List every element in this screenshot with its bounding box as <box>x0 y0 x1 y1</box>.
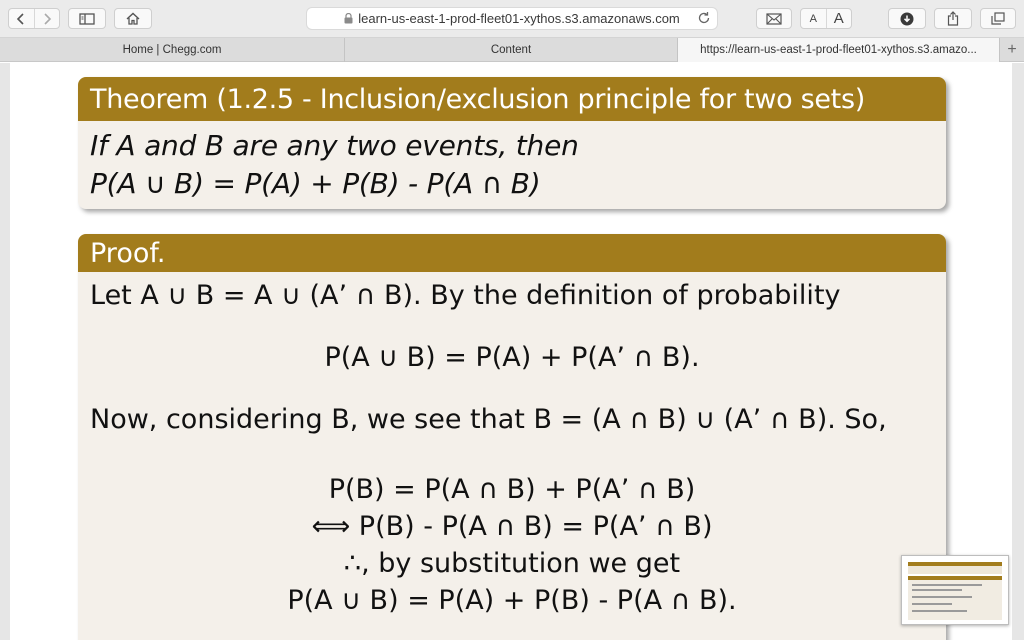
thumbnail-line <box>912 584 982 586</box>
chevron-left-icon <box>16 13 26 25</box>
tab-label: https://learn-us-east-1-prod-fleet01-xythos.s3.amazo... <box>700 44 977 56</box>
reload-icon[interactable] <box>697 11 711 25</box>
share-button[interactable] <box>934 8 972 29</box>
back-button[interactable] <box>9 9 34 28</box>
mail-button[interactable] <box>756 8 792 29</box>
thumbnail-line <box>912 596 972 598</box>
proof-block <box>78 234 946 640</box>
home-icon <box>126 12 140 25</box>
lock-icon <box>344 13 353 24</box>
chevron-right-icon <box>42 13 52 25</box>
thumbnail-body <box>908 580 1002 620</box>
address-bar[interactable] <box>306 7 718 30</box>
browser-toolbar <box>0 0 1024 38</box>
tab-bar <box>0 38 1024 62</box>
sidebar-button[interactable] <box>68 8 106 29</box>
proof-equation: ∴, by substitution we get <box>343 548 681 579</box>
proof-line: Let A ∪ B = A ∪ (A’ ∩ B). By the definition of probability <box>90 280 841 311</box>
downloads-button[interactable] <box>888 8 926 29</box>
url-text: learn-us-east-1-prod-fleet01-xythos.s3.amazonaws.com <box>358 11 680 26</box>
nav-buttons <box>8 8 60 29</box>
tab-active-document[interactable] <box>678 38 1000 62</box>
thumbnail-line <box>912 603 952 605</box>
sidebar-icon <box>79 13 95 25</box>
slide-thumbnail[interactable] <box>901 555 1009 625</box>
increase-font-button[interactable]: A <box>826 9 852 28</box>
page-content <box>0 63 1024 640</box>
tab-label: Home | Chegg.com <box>122 44 222 56</box>
new-tab-button[interactable]: + <box>1007 41 1017 58</box>
home-button[interactable] <box>114 8 152 29</box>
proof-line: Now, considering B, we see that B = (A ∩ B) ∪ (A’ ∩ B). So, <box>90 404 887 435</box>
tab-content[interactable] <box>345 38 678 62</box>
theorem-body <box>78 121 946 203</box>
proof-equation: ⟺ P(B) - P(A ∩ B) = P(A’ ∩ B) <box>311 511 713 542</box>
proof-equation: P(A ∪ B) = P(A) + P(B) - P(A ∩ B). <box>287 585 737 616</box>
right-margin <box>1012 63 1024 640</box>
theorem-formula: P(A ∪ B) = P(A) + P(B) - P(A ∩ B) <box>90 167 541 200</box>
proof-title: Proof. <box>78 234 946 272</box>
download-icon <box>900 12 914 26</box>
tab-overview-button[interactable] <box>980 8 1016 29</box>
tab-label: Content <box>490 44 532 56</box>
tab-chegg[interactable] <box>0 38 345 62</box>
thumbnail-line <box>912 610 967 612</box>
thumbnail-body <box>908 566 1002 574</box>
thumbnail-line <box>912 589 962 591</box>
theorem-title: Theorem (1.2.5 - Inclusion/exclusion principle for two sets) <box>78 77 946 121</box>
left-margin <box>0 63 10 640</box>
font-size-controls <box>800 8 852 29</box>
envelope-icon <box>766 13 782 25</box>
tabs-overview-icon <box>991 12 1005 25</box>
proof-equation: P(A ∪ B) = P(A) + P(A’ ∩ B). <box>324 342 700 373</box>
decrease-font-button[interactable]: A <box>809 12 817 25</box>
share-icon <box>947 11 959 26</box>
proof-equation: P(B) = P(A ∩ B) + P(A’ ∩ B) <box>328 474 696 505</box>
theorem-block <box>78 77 946 209</box>
forward-button[interactable] <box>34 9 60 28</box>
theorem-line: If A and B are any two events, then <box>90 129 579 162</box>
